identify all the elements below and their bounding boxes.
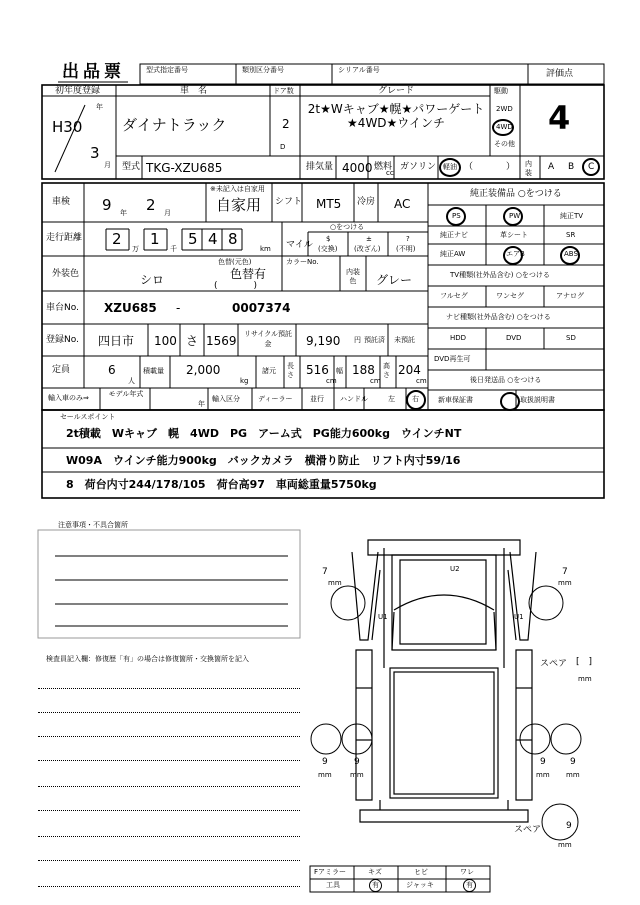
mm-rl2: mm	[350, 771, 364, 779]
capacity-label: 定員	[52, 365, 71, 375]
recycle-label: リサイクル預託金	[243, 330, 293, 348]
inspection-label: 車検	[52, 197, 71, 207]
unknown-text: (不明)	[396, 245, 416, 253]
drive-label: 駆動	[494, 87, 508, 95]
mm-rl1: mm	[318, 771, 332, 779]
dotted-line	[38, 786, 300, 787]
mm-spare-top: mm	[578, 675, 592, 683]
tv-fullseg: フルセグ	[440, 292, 468, 300]
sales-line-2: W09A ウインチ能力900kg バックカメラ 横滑り防止 リフト内寸59/16	[66, 454, 461, 467]
tread-front-right: 7	[562, 567, 568, 577]
chassis-prefix: XZU685	[104, 301, 157, 315]
shift-label: シフト	[275, 197, 303, 207]
drive-4wd-circle	[492, 119, 514, 136]
color-no-label: カラーNo.	[286, 258, 319, 266]
color-change-label: 色替(元色)	[218, 258, 252, 266]
load-value: 2,000	[186, 363, 221, 377]
plate-number: 1569	[206, 334, 237, 348]
mileage-unit: km	[260, 245, 271, 253]
length-value: 516	[306, 363, 329, 377]
inspection-month: 2	[146, 196, 156, 214]
tread-rear-right-1: 9	[540, 757, 546, 767]
equip-abs-circle	[560, 246, 580, 265]
shift-value: MT5	[316, 197, 342, 211]
height-label: 高さ	[383, 362, 390, 379]
displacement-label: 排気量	[306, 162, 334, 172]
dvd-playback: DVD再生可	[434, 355, 471, 363]
fuel-label: 燃料	[374, 162, 393, 172]
mileage-man: 万	[132, 245, 139, 253]
length-label: 長さ	[287, 362, 294, 379]
interior-label: 内装	[525, 160, 532, 177]
equip-leather: 革シート	[500, 231, 528, 239]
equip-pw: PW	[509, 212, 521, 220]
fuel-value: ガソリン	[400, 162, 437, 172]
capacity-unit: 人	[128, 377, 135, 385]
import-label: 輸入車のみ⇒	[48, 394, 89, 402]
model-type-label: 型式	[122, 162, 141, 172]
color-change-paren: ( )	[214, 281, 258, 291]
equip-ps-circle	[446, 207, 466, 226]
legend-scratch: キズ	[368, 868, 382, 876]
equip-pw-circle	[503, 207, 523, 226]
mileage-digit-4: 4	[208, 230, 218, 248]
dotted-line	[38, 810, 300, 811]
month-unit: 月	[104, 161, 111, 169]
plate-kana: さ	[186, 334, 199, 348]
mm-fl: mm	[328, 579, 342, 587]
legend-tools-yes: 有	[372, 881, 379, 889]
height-value: 204	[398, 363, 421, 377]
mileage-sen: 千	[170, 245, 177, 253]
plate-city: 四日市	[98, 334, 135, 348]
import-dealer: ディーラー	[258, 395, 293, 403]
displacement: 4000	[342, 161, 373, 175]
drive-2wd: 2WD	[496, 105, 513, 113]
registration-era: H30	[52, 118, 83, 136]
paren-close: ）	[506, 162, 516, 172]
mileage-digit-3: 5	[188, 230, 198, 248]
later-header: 後日発送品 ○をつける	[470, 376, 542, 384]
usage-value: 自家用	[216, 196, 262, 214]
mm-spare-bottom: mm	[558, 841, 572, 849]
legend-jack: ジャッキ	[406, 881, 434, 889]
mileage-digit-2: 1	[150, 230, 160, 248]
grade-value: 2t★Wキャブ★幌★パワーゲート★4WD★ウインチ	[307, 102, 485, 130]
name-label: 車 名	[180, 86, 208, 96]
width-value: 188	[352, 363, 375, 377]
interior-grade-b: B	[568, 162, 575, 172]
cool-value: AC	[394, 197, 411, 211]
cool-label: 冷房	[357, 197, 376, 207]
inspection-year-unit: 年	[120, 209, 127, 217]
paren-open: （	[464, 162, 474, 172]
width-label: 幅	[336, 367, 343, 375]
notes-label: 注意事項・不具合箇所	[58, 521, 128, 529]
drive-4wd: 4WD	[496, 123, 513, 131]
door-suffix: D	[280, 143, 286, 151]
tv-header: TV種類(社外品含む) ○をつける	[450, 271, 550, 279]
year-unit: 年	[96, 103, 103, 111]
plate-label: 登録No.	[46, 335, 79, 345]
category-label: 類別区分番号	[242, 66, 284, 74]
recycle-unit: 円	[354, 336, 361, 344]
mileage-digit-5: 8	[228, 230, 238, 248]
plate-class: 100	[154, 334, 177, 348]
later-manual: 取扱説明書	[520, 396, 555, 404]
fuel-diesel-circle	[439, 158, 461, 177]
dotted-line	[38, 836, 300, 837]
chassis-number: 0007374	[232, 301, 291, 315]
spec-label: 諸元	[262, 367, 276, 375]
length-cm: cm	[326, 377, 337, 385]
equip-tv: 純正TV	[560, 212, 584, 220]
spare-bottom-label: スペア	[514, 825, 542, 835]
load-label: 積載量	[143, 367, 164, 375]
equip-sr: SR	[566, 231, 576, 239]
sales-line-1: 2t積載 Wキャブ 幌 4WD PG アーム式 PG能力600kg ウインチNT	[66, 427, 462, 440]
recycle-value: 9,190	[306, 334, 341, 348]
height-cm: cm	[416, 377, 427, 385]
legend-break: ワレ	[460, 868, 474, 876]
equip-airbag-circle	[503, 246, 523, 265]
tread-front-left: 7	[322, 567, 328, 577]
legend-tools: 工具	[326, 881, 340, 889]
recycle-unpaid: 未預託	[394, 336, 415, 344]
usage-note: ※未記入は自家用	[210, 185, 265, 193]
rating-label: 評価点	[546, 69, 574, 79]
recycle-paid: 預託済	[364, 336, 385, 344]
interior-grade-a: A	[548, 162, 555, 172]
int-color-label: 内装色	[346, 268, 360, 285]
form-title: 出品票	[62, 62, 125, 82]
mileage-digit-1: 2	[112, 230, 122, 248]
diff-symbol: ±	[366, 235, 372, 243]
model-year-unit: 年	[198, 400, 205, 408]
navi-sd: SD	[566, 334, 576, 342]
legend-tools-circle	[369, 879, 382, 892]
swap-symbol: $	[326, 235, 331, 243]
tread-rear-left-1: 9	[322, 757, 328, 767]
dotted-line	[38, 886, 300, 887]
navi-dvd: DVD	[506, 334, 522, 342]
legend-jack-circle	[463, 879, 476, 892]
tread-rear-right-2: 9	[570, 757, 576, 767]
mm-rr2: mm	[566, 771, 580, 779]
dotted-line	[38, 688, 300, 689]
width-cm: cm	[370, 377, 381, 385]
swap-text: (交換)	[318, 245, 338, 253]
dotted-line	[38, 736, 300, 737]
registration-label: 初年度登録	[55, 86, 101, 96]
tv-oneseg: ワンセグ	[496, 292, 524, 300]
load-unit: kg	[240, 377, 249, 385]
rating-value: 4	[548, 99, 571, 137]
equip-navi: 純正ナビ	[440, 231, 468, 239]
equip-aw: 純正AW	[440, 250, 466, 258]
sales-label: セールスポイント	[60, 413, 116, 421]
model-type: TKG-XZU685	[146, 161, 223, 175]
doors-label: ドア数	[273, 87, 294, 95]
navi-hdd: HDD	[450, 334, 467, 342]
drive-other: その他	[494, 140, 515, 148]
import-parallel: 並行	[310, 395, 324, 403]
inspection-year: 9	[102, 196, 112, 214]
mm-fr: mm	[558, 579, 572, 587]
handle-right: 右	[412, 395, 419, 403]
mileage-options-header: ○をつける	[330, 223, 365, 231]
chassis-dash: -	[176, 301, 181, 315]
int-color: グレー	[376, 273, 413, 287]
spare-top-bracket: [ ]	[576, 657, 593, 667]
mileage-label: 走行距離	[46, 233, 83, 243]
later-manual-circle	[500, 392, 520, 411]
dotted-line	[38, 760, 300, 761]
unknown-symbol: ?	[406, 235, 410, 243]
chassis-label: 車台No.	[46, 303, 79, 313]
color-change: 色替有	[230, 267, 267, 281]
model-year-label: モデル年式	[108, 390, 144, 398]
interior-grade-circle	[582, 158, 600, 176]
ext-color: シロ	[140, 273, 165, 287]
later-warranty: 新車保証書	[438, 396, 473, 404]
legend-crack: ヒビ	[414, 868, 428, 876]
dotted-line	[38, 860, 300, 861]
spare-top-label: スペア	[540, 659, 568, 669]
inspection-month-unit: 月	[164, 209, 171, 217]
diagram-u1-left: U1	[378, 613, 388, 621]
equip-airbag: エアB	[506, 250, 525, 258]
mm-rr1: mm	[536, 771, 550, 779]
interior-grade-c: C	[588, 162, 595, 172]
displacement-unit: cc	[386, 169, 394, 177]
tv-analog: アナログ	[556, 292, 584, 300]
legend-jack-yes: 有	[466, 881, 473, 889]
vehicle-name: ダイナトラック	[122, 116, 227, 134]
registration-month: 3	[90, 144, 100, 162]
legend-mirror: Fアミラー	[314, 868, 347, 876]
navi-header: ナビ種類(社外品含む) ○をつける	[446, 313, 551, 321]
dotted-line	[38, 712, 300, 713]
doors-value: 2	[282, 117, 290, 131]
equip-abs: ABS	[564, 250, 578, 258]
mile-label: マイル	[286, 240, 313, 250]
tread-rear-left-2: 9	[354, 757, 360, 767]
grade-label: グレード	[378, 86, 415, 96]
diagram-u2: U2	[450, 565, 460, 573]
handle-left: 左	[388, 395, 395, 403]
sales-line-3: 8 荷台内寸244/178/105 荷台高97 車両総重量5750kg	[66, 478, 377, 491]
import-category-label: 輸入区分	[212, 395, 240, 403]
equipment-header: 純正装備品 ○をつける	[470, 189, 562, 199]
inspector-label: 検査員記入欄：修復歴「有」の場合は修復箇所・交換箇所を記入	[46, 655, 249, 663]
capacity-value: 6	[108, 363, 116, 377]
fuel-diesel: 軽油	[443, 163, 457, 171]
handle-label: ハンドル	[340, 395, 368, 403]
handle-right-circle	[406, 390, 426, 410]
spare-bottom-value: 9	[566, 821, 572, 831]
ext-color-label: 外装色	[52, 269, 80, 279]
equip-ps: PS	[452, 212, 461, 220]
model-cert-label: 型式指定番号	[146, 66, 188, 74]
serial-label: シリアル番号	[338, 66, 380, 74]
diff-text: (改ざん)	[354, 245, 381, 253]
diagram-u1-right: U1	[514, 613, 524, 621]
